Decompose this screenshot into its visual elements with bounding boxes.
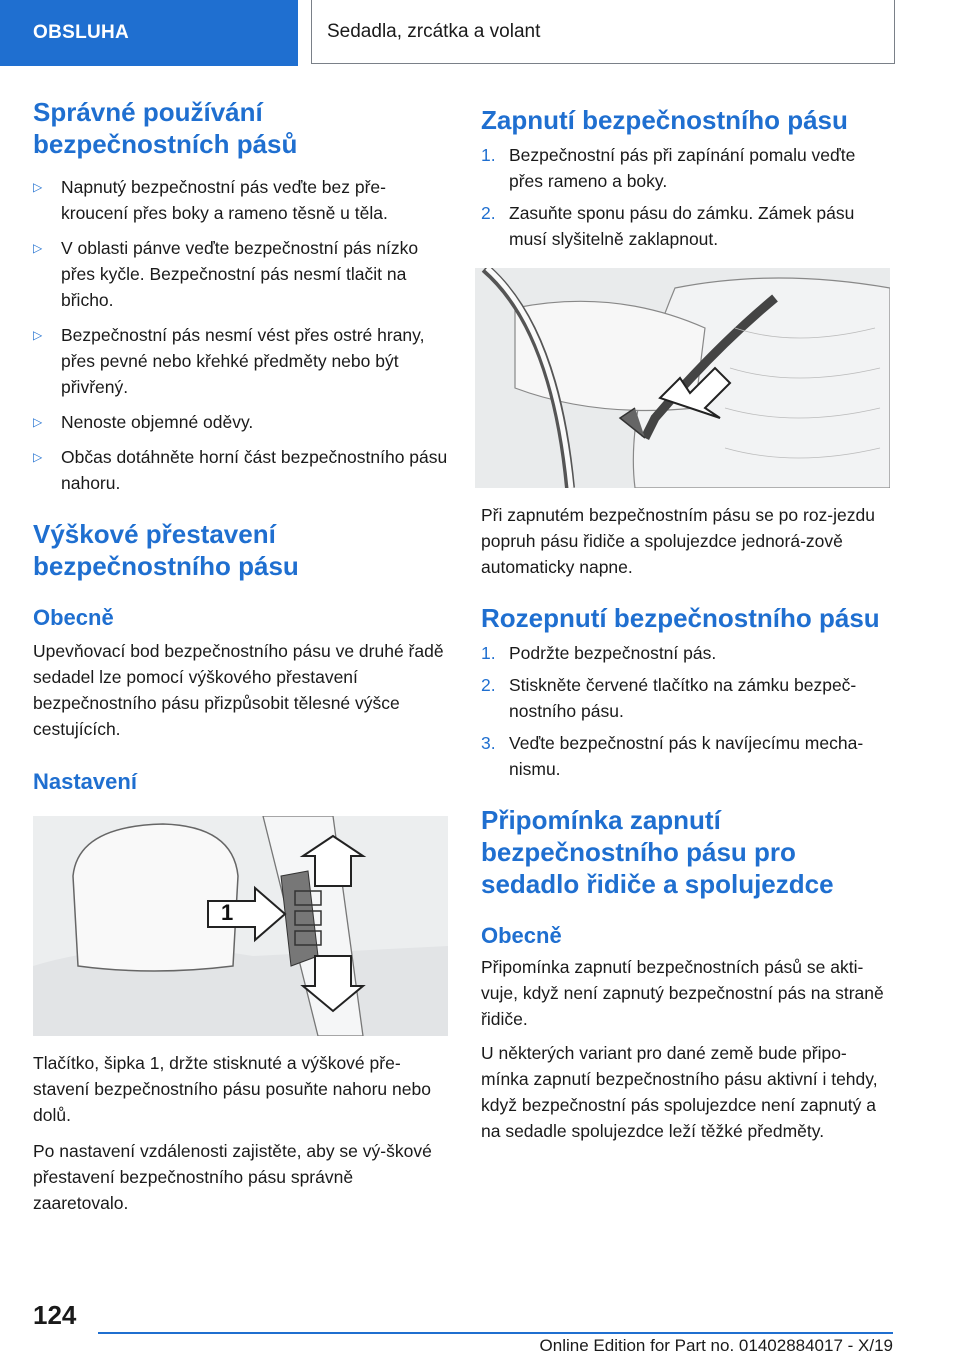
heading-fasten-belt: Zapnutí bezpečnostního pásu [481, 105, 848, 135]
edition-footer: Online Edition for Part no. 01402884017 - X/19 [539, 1336, 893, 1355]
section-tab: OBSLUHA [0, 0, 298, 66]
adjust-instructions-text: Tlačítko, šipka 1, držte stisknuté a výškové pře-stavení bezpečnostního pásu posuňte nahoru nebo dolů. [33, 1053, 431, 1125]
list-item: 2. Stiskněte červené tlačítko na zámku bezpeč-nostního pásu. [481, 675, 857, 721]
list-item: ▷ Napnutý bezpečnostní pás veďte bez pře-kroucení přes boky a rameno těsně u těla. [33, 174, 448, 226]
heading-height-adjust: Výškové přestavení bezpečnostního pásu [33, 519, 299, 581]
right-column [481, 104, 893, 1144]
page-header [0, 0, 960, 66]
triangle-bullet-icon: ▷ [33, 241, 43, 255]
figure-label: 1 [221, 900, 234, 925]
height-adjust-text: Upevňovací bod bezpečnostního pásu ve druhé řadě sedadel lze pomocí výškového přestavení bezpečnostního pásu přizpůsobit tělesné výšce cestujících. [33, 641, 444, 739]
heading-unfasten-belt: Rozepnutí bezpečnostního pásu [481, 603, 880, 633]
auto-tension-text: Při zapnutém bezpečnostním pásu se po roz-jezdu popruh pásu řidiče a spolujezdce jednorá-zově automaticky napne. [481, 505, 875, 577]
list-item: 1. Podržte bezpečnostní pás. [481, 643, 717, 663]
page-number: 124 [33, 1300, 77, 1330]
seat-buckle-illustration [475, 268, 890, 488]
usage-bullet-list [33, 174, 448, 496]
adjust-lock-text: Po nastavení vzdálenosti zajistěte, aby se vý-škové přestavení bezpečnostního pásu správně zaaretovalo. [33, 1141, 432, 1213]
footer-divider [98, 1332, 893, 1334]
subheading-general-right: Obecně [481, 923, 562, 948]
fasten-steps [481, 142, 893, 252]
reminder-text: Připomínka zapnutí bezpečnostních pásů se akti-vuje, když není zapnutý bezpečnostní pás na straně řidiče. [481, 957, 884, 1029]
heading-correct-usage: Správné používání bezpečnostních pásů [33, 97, 298, 159]
triangle-bullet-icon: ▷ [33, 450, 43, 464]
list-item: ▷ Nenoste objemné oděvy. [33, 409, 448, 435]
reminder-variants-text: U některých variant pro dané země bude připo-mínka zapnutí bezpečnostního pásu aktivní i tehdy, když bezpečnostní pás spolujezdce není zapnutý a na sedadle spolujezdce leží těžké předměty. [481, 1043, 878, 1141]
belt-height-adjuster-illustration [33, 816, 448, 1036]
list-item: 3. Veďte bezpečnostní pás k navíjecímu mecha-nismu. [481, 733, 864, 779]
chapter-title: Sedadla, zrcátka a volant [311, 0, 895, 64]
triangle-bullet-icon: ▷ [33, 180, 43, 194]
subheading-adjustment: Nastavení [33, 769, 137, 794]
left-column [33, 96, 448, 1216]
list-item: ▷ V oblasti pánve veďte bezpečnostní pás nízko přes kyčle. Bezpečnostní pás nesmí tlačit na břicho. [33, 235, 448, 313]
list-item: 2. Zasuňte sponu pásu do zámku. Zámek pásu musí slyšitelně zaklapnout. [481, 203, 855, 249]
height-adjust-figure [33, 816, 448, 1036]
list-item: ▷ Bezpečnostní pás nesmí vést přes ostré hrany, přes pevné nebo křehké předměty nebo být přivřený. [33, 322, 448, 400]
triangle-bullet-icon: ▷ [33, 415, 43, 429]
unfasten-steps [481, 640, 893, 782]
heading-belt-reminder: Připomínka zapnutí bezpečnostního pásu pro sedadlo řidiče a spolujezdce [481, 805, 834, 899]
list-item: 1. Bezpečnostní pás při zapínání pomalu veďte přes rameno a boky. [481, 145, 856, 191]
subheading-general: Obecně [33, 605, 114, 630]
buckle-figure [475, 268, 890, 488]
triangle-bullet-icon: ▷ [33, 328, 43, 342]
list-item: ▷ Občas dotáhněte horní část bezpečnostního pásu nahoru. [33, 444, 448, 496]
